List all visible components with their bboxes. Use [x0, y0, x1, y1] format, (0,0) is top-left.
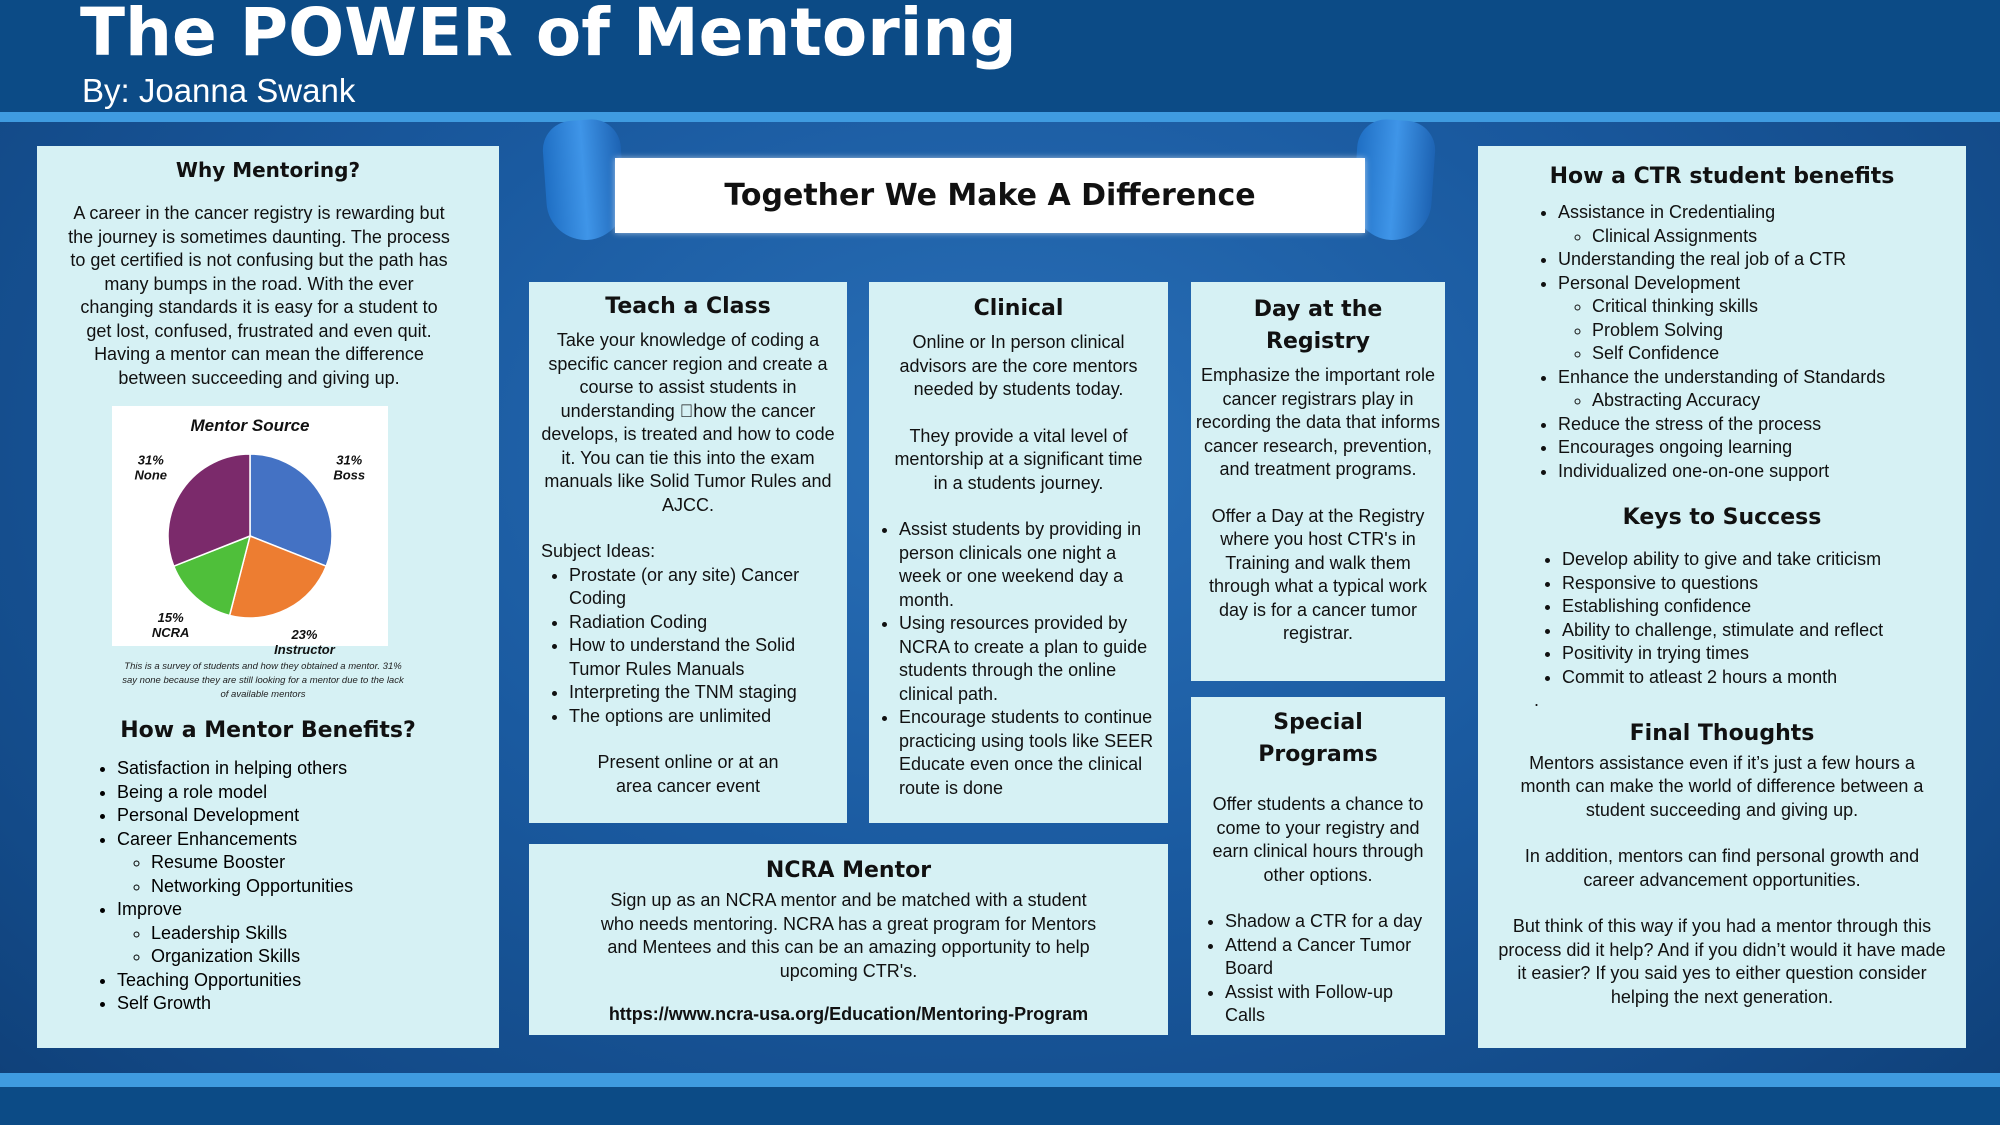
clinical-item: • Encourage students to continue practicing using tools like SEER Educate even once the clinical route is done	[899, 706, 1158, 800]
ctr-benefits-title: How a CTR student benefits	[1549, 164, 1895, 189]
mentor-benefits-title: How a Mentor Benefits?	[120, 718, 416, 743]
teach-subject-item: • Radiation Coding	[569, 611, 817, 635]
ctr-benefit-item: • Personal Development ◦ Critical thinking skills ◦ Problem Solving ◦ Self Confidence	[1558, 272, 1966, 366]
right-panel	[1478, 146, 1966, 1048]
footer-stripe	[0, 1073, 2000, 1087]
chart-title: Mentor Source	[190, 416, 310, 435]
clinical-title: Clinical	[973, 296, 1064, 321]
poster-byline: By: Joanna Swank	[82, 72, 356, 109]
mentor-benefit-item: • Career Enhancements ◦ Resume Booster ◦ Networking Opportunities	[117, 828, 499, 899]
mentor-benefit-item-subitem: ◦ Resume Booster	[151, 851, 499, 875]
day-panel	[1191, 282, 1445, 681]
mentor-benefit-item: • Being a role model	[117, 781, 499, 805]
clinical-item: • Assist students by providing in person clinicals one night a week or one weekend day a month.	[899, 518, 1158, 612]
mentor-benefit-item: • Self Growth	[117, 992, 499, 1016]
ncra-title: NCRA Mentor	[765, 858, 932, 883]
teach-closing: Present online or at an area cancer event	[597, 752, 779, 796]
mentor-benefits-list	[37, 757, 499, 1016]
poster-title: The POWER of Mentoring	[80, 0, 1017, 71]
clinical-panel	[869, 282, 1168, 823]
teach-subject-item: • The options are unlimited	[569, 705, 817, 729]
pie-svg	[112, 406, 388, 657]
banner	[545, 118, 1435, 248]
mentor-source-chart	[112, 406, 388, 657]
ctr-benefit-item: • Encourages ongoing learning	[1558, 436, 1966, 460]
special-panel	[1191, 697, 1445, 1035]
day-title: Day at the Registry	[1253, 297, 1383, 354]
teach-subject-item: • Prostate (or any site) Cancer Coding	[569, 564, 817, 611]
teach-title: Teach a Class	[605, 294, 771, 319]
banner-title: Together We Make A Difference	[724, 178, 1256, 213]
keys-stray-dot: .	[1534, 690, 1540, 710]
mentor-benefit-item: • Personal Development	[117, 804, 499, 828]
mentor-benefit-item-subitem: ◦ Organization Skills	[151, 945, 499, 969]
clinical-list	[869, 518, 1158, 800]
keys-item: • Positivity in trying times	[1562, 642, 1966, 666]
ctr-benefit-item: • Understanding the real job of a CTR	[1558, 248, 1966, 272]
keys-item: • Responsive to questions	[1562, 572, 1966, 596]
ctr-benefit-item: • Assistance in Credentialing ◦ Clinical Assignments	[1558, 201, 1966, 248]
ctr-benefits-list	[1478, 201, 1966, 483]
keys-item: • Ability to challenge, stimulate and reflect	[1562, 619, 1966, 643]
pie-label-ncra: 15% NCRA	[151, 610, 190, 641]
teach-subject-item: • How to understand the Solid Tumor Rules Manuals	[569, 634, 817, 681]
clinical-p2: They provide a vital level of mentorship at a significant time in a students journey.	[894, 425, 1143, 493]
keys-list	[1478, 548, 1966, 689]
teach-panel	[529, 282, 847, 823]
teach-subject-item: • Interpreting the TNM staging	[569, 681, 817, 705]
ncra-text: Sign up as an NCRA mentor and be matched with a student who needs mentoring. NCRA has a great program for Mentors and Mentees and this can be an amazing opportunity to help upcoming CTR's.	[600, 890, 1097, 981]
ctr-benefit-item: • Reduce the stress of the process	[1558, 413, 1966, 437]
mentor-benefit-item: • Teaching Opportunities	[117, 969, 499, 993]
special-item: • Assist with Follow-up Calls	[1225, 981, 1437, 1028]
ctr-benefit-item-sublist	[1558, 225, 1966, 249]
chart-caption: This is a survey of students and how they obtained a mentor. 31% say none because they are still looking for a mentor due to the lack of available mentors	[122, 661, 404, 700]
mentor-benefit-item-sublist	[117, 922, 499, 969]
day-p1: Emphasize the important role cancer registrars play in recording the data that informs cancer research, prevention, and treatment programs.	[1195, 365, 1441, 479]
teach-subjects-list	[529, 564, 817, 729]
ctr-benefit-item-subitem: ◦ Clinical Assignments	[1592, 225, 1966, 249]
why-title: Why Mentoring?	[175, 158, 361, 182]
mentor-benefit-item-sublist	[117, 851, 499, 898]
teach-text: Take your knowledge of coding a specific cancer region and create a course to assist students in understanding  how the cancer develops, is treated and how to code it. You can tie this into the exam manuals like Solid Tumor Rules and AJCC.	[541, 330, 835, 515]
clinical-p1: Online or In person clinical advisors are the core mentors needed by students today.	[899, 332, 1138, 399]
ncra-panel	[529, 844, 1168, 1035]
ctr-benefit-item-subitem: ◦ Abstracting Accuracy	[1592, 389, 1966, 413]
keys-item: • Establishing confidence	[1562, 595, 1966, 619]
ctr-benefit-item-subitem: ◦ Problem Solving	[1592, 319, 1966, 343]
ctr-benefit-item: • Enhance the understanding of Standards ◦ Abstracting Accuracy	[1558, 366, 1966, 413]
special-item: • Shadow a CTR for a day	[1225, 910, 1437, 934]
mentor-benefit-item: • Improve ◦ Leadership Skills ◦ Organization Skills	[117, 898, 499, 969]
special-text: Offer students a chance to come to your registry and earn clinical hours through other options.	[1212, 794, 1424, 885]
special-list	[1191, 910, 1437, 1028]
keys-item: • Develop ability to give and take criticism	[1562, 548, 1966, 572]
pie-label-instructor: 23% Instructor	[274, 626, 335, 657]
final-p3: But think of this way if you had a mentor through this process did it help? And if you didn’t would it have made it easier? If you said yes to either question consider helping the next generation.	[1498, 916, 1946, 1007]
teach-subject-label: Subject Ideas:	[541, 541, 656, 561]
pie-label-none: 31% None	[134, 452, 168, 483]
ctr-benefit-item-sublist	[1558, 295, 1966, 366]
special-item: • Attend a Cancer Tumor Board	[1225, 934, 1437, 981]
pie-label-boss: 31% Boss	[333, 452, 366, 483]
final-title: Final Thoughts	[1629, 720, 1815, 746]
final-p2: In addition, mentors can find personal growth and career advancement opportunities.	[1524, 846, 1920, 890]
footer-bar	[0, 1087, 2000, 1125]
clinical-item: • Using resources provided by NCRA to create a plan to guide students through the online clinical path.	[899, 612, 1158, 706]
special-title: Special Programs	[1258, 710, 1378, 767]
mentor-benefit-item-subitem: ◦ Leadership Skills	[151, 922, 499, 946]
why-text: A career in the cancer registry is rewarding but the journey is sometimes daunting. The process to get certified is not confusing but the path has many bumps in the road. With the ever changing standards it is easy for a student to get lost, confused, frustrated and even quit. Having a mentor can mean the difference between succeeding and giving up.	[68, 203, 450, 388]
day-p2: Offer a Day at the Registry where you host CTR's in Training and walk them through what a typical work day is for a cancer tumor registrar.	[1208, 505, 1428, 643]
ncra-link[interactable]: https://www.ncra-usa.org/Education/Mentoring-Program	[608, 1004, 1089, 1024]
ctr-benefit-item: • Individualized one-on-one support	[1558, 460, 1966, 484]
poster-header	[0, 0, 2000, 112]
ctr-benefit-item-subitem: ◦ Self Confidence	[1592, 342, 1966, 366]
mentor-benefit-item-subitem: ◦ Networking Opportunities	[151, 875, 499, 899]
final-p1: Mentors assistance even if it’s just a few hours a month can make the world of difference between a student succeeding and giving up.	[1520, 752, 1924, 820]
ctr-benefit-item-subitem: ◦ Critical thinking skills	[1592, 295, 1966, 319]
mentor-benefits-section	[37, 718, 499, 1016]
mentor-benefit-item: • Satisfaction in helping others	[117, 757, 499, 781]
keys-title: Keys to Success	[1622, 505, 1822, 530]
ctr-benefit-item-sublist	[1558, 389, 1966, 413]
keys-item: • Commit to atleast 2 hours a month	[1562, 666, 1966, 690]
